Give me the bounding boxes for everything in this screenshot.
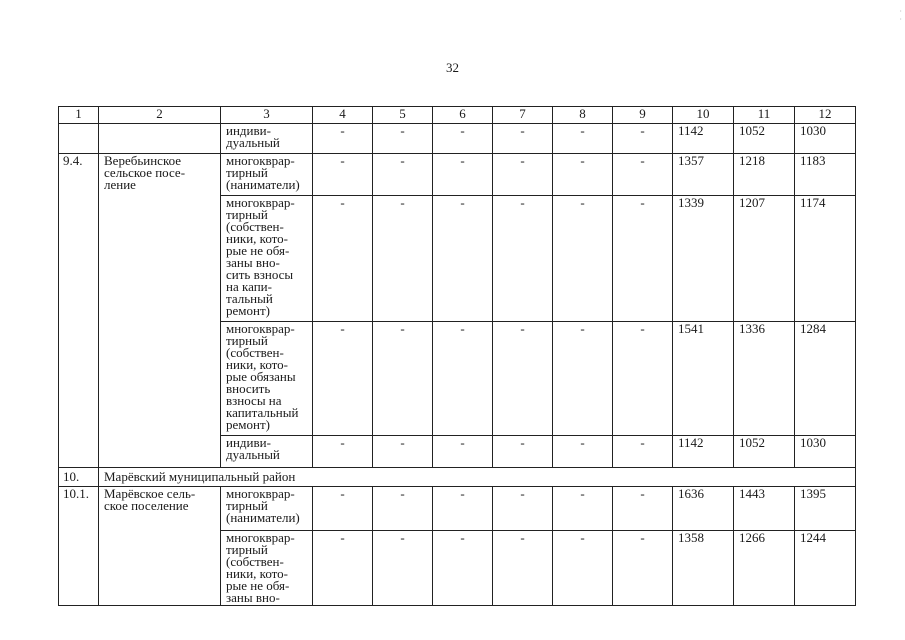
tariff-value: 1339: [673, 196, 734, 322]
tariff-value: 1030: [795, 124, 856, 154]
empty-value-dash: -: [433, 436, 493, 468]
settlement-line: ское поселение: [104, 498, 189, 513]
empty-value-dash: -: [313, 124, 373, 154]
empty-value-dash: -: [373, 531, 433, 606]
header-row: [59, 107, 856, 124]
empty-value-dash: -: [493, 154, 553, 196]
settlement-name: [99, 154, 221, 468]
housing-category: [221, 436, 313, 468]
category-line: заны вно-: [226, 255, 280, 270]
empty-value-dash: -: [553, 322, 613, 436]
tariff-value: 1207: [734, 196, 795, 322]
tariff-value: 1183: [795, 154, 856, 196]
tariff-value: 1052: [734, 436, 795, 468]
empty-value-dash: -: [433, 531, 493, 606]
empty-value-dash: -: [373, 487, 433, 531]
tariff-value: 1358: [673, 531, 734, 606]
category-line: индиви-: [226, 435, 271, 450]
tariff-value: 1174: [795, 196, 856, 322]
tariff-value: 1357: [673, 154, 734, 196]
category-line: дуальный: [226, 135, 280, 150]
settlement-line: сельское посе-: [104, 165, 186, 180]
empty-value-dash: -: [493, 196, 553, 322]
empty-value-dash: -: [373, 436, 433, 468]
empty-value-dash: -: [613, 196, 673, 322]
table-header: [59, 107, 856, 124]
column-header: 8: [553, 107, 613, 124]
settlement-line: Марёвское сель-: [104, 486, 196, 501]
column-header: 3: [221, 107, 313, 124]
empty-value-dash: -: [313, 436, 373, 468]
page-number: 32: [446, 60, 459, 75]
column-header: 11: [734, 107, 795, 124]
category-line: тирный: [226, 333, 268, 348]
empty-value-dash: -: [313, 531, 373, 606]
empty-value-dash: -: [553, 487, 613, 531]
category-line: рые обязаны: [226, 369, 296, 384]
tariff-value: 1541: [673, 322, 734, 436]
empty-value-dash: -: [313, 154, 373, 196]
tariff-value: 1284: [795, 322, 856, 436]
tariff-value: 1266: [734, 531, 795, 606]
category-line: рые не обя-: [226, 243, 290, 258]
category-line: тирный: [226, 165, 268, 180]
column-header: 6: [433, 107, 493, 124]
tariff-value: 1336: [734, 322, 795, 436]
category-line: взносы на: [226, 393, 282, 408]
column-header: 2: [99, 107, 221, 124]
category-line: капитальный: [226, 405, 299, 420]
category-line: индиви-: [226, 123, 271, 138]
empty-value-dash: -: [493, 322, 553, 436]
category-line: (наниматели): [226, 510, 300, 525]
empty-value-dash: -: [433, 322, 493, 436]
settlement-name: [99, 124, 221, 154]
housing-category: [221, 154, 313, 196]
settlement-name: [99, 487, 221, 606]
settlement-line: Веребьинское: [104, 153, 182, 168]
category-line: тальный: [226, 291, 273, 306]
category-line: (собствен-: [226, 219, 284, 234]
empty-value-dash: -: [313, 322, 373, 436]
empty-value-dash: -: [433, 196, 493, 322]
housing-category: [221, 124, 313, 154]
empty-value-dash: -: [493, 124, 553, 154]
empty-value-dash: -: [553, 436, 613, 468]
category-line: многокврар-: [226, 195, 295, 210]
category-line: ники, кото-: [226, 566, 289, 581]
tariff-table: [58, 106, 856, 606]
district-row: [59, 468, 856, 487]
empty-value-dash: -: [433, 154, 493, 196]
category-line: ремонт): [226, 417, 270, 432]
category-line: многокврар-: [226, 321, 295, 336]
tariff-value: 1030: [795, 436, 856, 468]
column-header: 12: [795, 107, 856, 124]
category-line: ники, кото-: [226, 357, 289, 372]
category-line: многокврар-: [226, 486, 295, 501]
empty-value-dash: -: [373, 322, 433, 436]
edge-mark: · ·: [899, 7, 902, 24]
empty-value-dash: -: [553, 196, 613, 322]
tariff-value: 1218: [734, 154, 795, 196]
housing-category: [221, 531, 313, 606]
tariff-value: 1636: [673, 487, 734, 531]
empty-value-dash: -: [493, 436, 553, 468]
table-row: [59, 487, 856, 531]
category-line: тирный: [226, 542, 268, 557]
empty-value-dash: -: [613, 154, 673, 196]
empty-value-dash: -: [553, 124, 613, 154]
column-header: 7: [493, 107, 553, 124]
district-name: Марёвский муниципальный район: [99, 468, 856, 487]
housing-category: [221, 487, 313, 531]
settlement-line: ление: [104, 177, 136, 192]
empty-value-dash: -: [373, 154, 433, 196]
column-header: 4: [313, 107, 373, 124]
category-line: (собствен-: [226, 554, 284, 569]
category-line: сить взносы: [226, 267, 294, 282]
empty-value-dash: -: [613, 487, 673, 531]
empty-value-dash: -: [433, 487, 493, 531]
housing-category: [221, 322, 313, 436]
column-header: 1: [59, 107, 99, 124]
column-header: 5: [373, 107, 433, 124]
tariff-value: 1244: [795, 531, 856, 606]
category-line: многокврар-: [226, 153, 295, 168]
housing-category: [221, 196, 313, 322]
row-index: 10.: [59, 468, 99, 487]
category-line: (собствен-: [226, 345, 284, 360]
table-row: [59, 124, 856, 154]
empty-value-dash: -: [613, 436, 673, 468]
empty-value-dash: -: [493, 487, 553, 531]
category-line: дуальный: [226, 447, 280, 462]
empty-value-dash: -: [313, 196, 373, 322]
category-line: вносить: [226, 381, 271, 396]
category-line: тирный: [226, 207, 268, 222]
category-line: заны вно-: [226, 590, 280, 605]
tariff-value: 1395: [795, 487, 856, 531]
empty-value-dash: -: [313, 487, 373, 531]
empty-value-dash: -: [613, 322, 673, 436]
column-header: 10: [673, 107, 734, 124]
column-header: 9: [613, 107, 673, 124]
category-line: рые не обя-: [226, 578, 290, 593]
empty-value-dash: -: [613, 124, 673, 154]
empty-value-dash: -: [373, 124, 433, 154]
empty-value-dash: -: [493, 531, 553, 606]
category-line: многокврар-: [226, 530, 295, 545]
empty-value-dash: -: [373, 196, 433, 322]
category-line: на капи-: [226, 279, 272, 294]
row-index: 9.4.: [59, 154, 99, 468]
table-row: [59, 154, 856, 196]
table-body: [59, 124, 856, 606]
empty-value-dash: -: [433, 124, 493, 154]
tariff-value: 1052: [734, 124, 795, 154]
tariff-value: 1142: [673, 436, 734, 468]
category-line: (наниматели): [226, 177, 300, 192]
empty-value-dash: -: [613, 531, 673, 606]
category-line: ремонт): [226, 303, 270, 318]
row-index: [59, 124, 99, 154]
row-index: 10.1.: [59, 487, 99, 606]
category-line: ники, кото-: [226, 231, 289, 246]
tariff-value: 1443: [734, 487, 795, 531]
empty-value-dash: -: [553, 154, 613, 196]
category-line: тирный: [226, 498, 268, 513]
empty-value-dash: -: [553, 531, 613, 606]
tariff-value: 1142: [673, 124, 734, 154]
